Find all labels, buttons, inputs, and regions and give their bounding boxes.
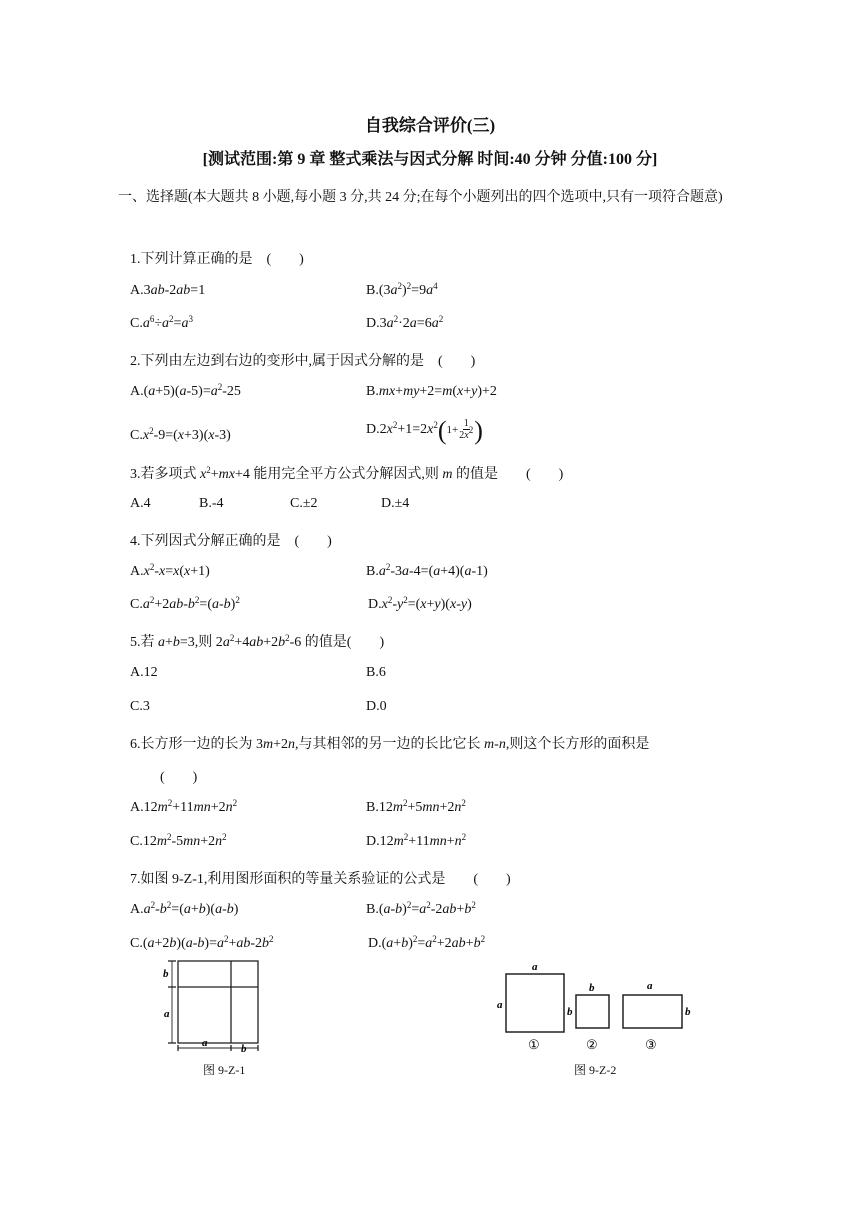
question-5-option-a: A.12 <box>130 665 158 680</box>
fig1-label-a-bottom: a <box>202 1037 208 1049</box>
question-4-option-d: $D.x^2-y^2=(x+y)(x-y)$ <box>368 595 472 612</box>
question-3-stem: 3.若多项式 $x^2+mx+4$ 能用完全平方公式分解因式,则 m 的值是 ( ) <box>130 465 564 482</box>
question-6-option-d: $D.12m^2+11mn+n^2$ <box>366 832 467 849</box>
figure-9-z-1-caption: 图 9-Z-1 <box>203 1063 246 1077</box>
question-6-option-a: $A.12m^2+11mn+2n^2$ <box>130 798 238 815</box>
question-7-option-b: $B.(a-b)^2=a^2-2ab+b^2$ <box>366 900 476 917</box>
question-3-option-a: A.4 <box>130 496 151 511</box>
figure-9-z-2-caption: 图 9-Z-2 <box>574 1063 617 1077</box>
fig2-label-b-top: b <box>589 982 595 994</box>
fig1-outer-square <box>178 961 258 1043</box>
figure-9-z-1 <box>158 955 270 1053</box>
fig2-label-a-rect: a <box>647 980 653 992</box>
question-2-stem: 2.下列由左边到右边的变形中,属于因式分解的是 ( ) <box>130 354 476 369</box>
question-3-option-d: D.±4 <box>381 496 410 511</box>
fig2-square-b <box>576 995 609 1028</box>
question-4-option-b: $B.a^2-3a-4=(a+4)(a-1)$ <box>366 562 488 579</box>
question-4-option-a: $A.x^2-x=x(x+1)$ <box>130 562 210 579</box>
question-7-option-c: $C.(a+2b)(a-b)=a^2+ab-2b^2$ <box>130 934 274 951</box>
question-4-option-c: $C.a^2+2ab-b^2=(a-b)^2$ <box>130 595 240 612</box>
question-5-stem: 5.若 a+b=3,则 $2a^2+4ab+2b^2-6$ 的值是( ) <box>130 633 385 650</box>
question-2-option-c: $C.x^2-9=(x+3)(x-3)$ <box>130 426 231 443</box>
question-1-option-d: $D.3a^2\cdot 2a=6a^2$ <box>366 314 444 331</box>
question-1-option-c: $C.a^6\div a^2=a^3$ <box>130 314 193 331</box>
question-3-option-c: C.±2 <box>290 496 318 511</box>
question-2-option-b: B.mx+my+2=m(x+y)+2 <box>366 384 497 399</box>
question-3-option-b: B.-4 <box>199 496 224 511</box>
fig2-label-b-side: b <box>567 1006 573 1018</box>
fig2-label-a-top: a <box>532 961 538 973</box>
fig1-label-b-bottom: b <box>241 1043 247 1053</box>
question-2-option-d: $D.2x^2+1=2x^2(1+$ $\frac{1}{2x^2}$ ) <box>366 416 483 445</box>
question-7-option-d: $D.(a+b)^2=a^2+2ab+b^2$ <box>368 934 486 951</box>
question-1-option-a: A.3ab-2ab=1 <box>130 283 206 298</box>
fig2-rectangle-ab <box>623 995 682 1028</box>
fig1-label-a-left: a <box>164 1008 170 1020</box>
fig2-shape-1-label: ① <box>528 1037 540 1052</box>
fig2-label-a-side: a <box>497 999 503 1011</box>
question-6-option-c: $C.12m^2-5mn+2n^2$ <box>130 832 227 849</box>
question-1-option-b: $B.(3a^2)^2=9a^4$ <box>366 281 438 298</box>
question-7-option-a: $A.a^2-b^2=(a+b)(a-b)$ <box>130 900 239 917</box>
fig2-square-a <box>506 974 564 1032</box>
question-6-answer-paren: ( ) <box>160 770 198 785</box>
test-info: [测试范围:第 9 章 整式乘法与因式分解 时间:40 分钟 分值:100 分] <box>202 151 658 168</box>
fig2-label-b-rect: b <box>685 1006 691 1018</box>
question-2-option-a: $A.(a+5)(a-5)=a^2-25$ <box>130 382 241 399</box>
question-6-option-b: $B.12m^2+5mn+2n^2$ <box>366 798 466 815</box>
question-5-option-b: B.6 <box>366 665 386 680</box>
question-1-stem: 1.下列计算正确的是 ( ) <box>130 252 304 267</box>
section-heading: 一、选择题(本大题共 8 小题,每小题 3 分,共 24 分;在每个小题列出的四个选项中,只有一项符合题意) <box>118 190 723 205</box>
question-4-stem: 4.下列因式分解正确的是 ( ) <box>130 534 332 549</box>
figure-9-z-2 <box>490 958 700 1058</box>
question-6-stem: 6.长方形一边的长为 3m+2n,与其相邻的另一边的长比它长 m-n,则这个长方形的面积是 <box>130 737 650 752</box>
fig1-label-b-left: b <box>163 968 169 980</box>
question-7-stem: 7.如图 9-Z-1,利用图形面积的等量关系验证的公式是 ( ) <box>130 872 511 887</box>
question-5-option-d: D.0 <box>366 699 387 714</box>
page-title: 自我综合评价(三) <box>364 116 496 135</box>
question-5-option-c: C.3 <box>130 699 150 714</box>
fig2-shape-3-label: ③ <box>645 1037 657 1052</box>
fig2-shape-2-label: ② <box>586 1037 598 1052</box>
